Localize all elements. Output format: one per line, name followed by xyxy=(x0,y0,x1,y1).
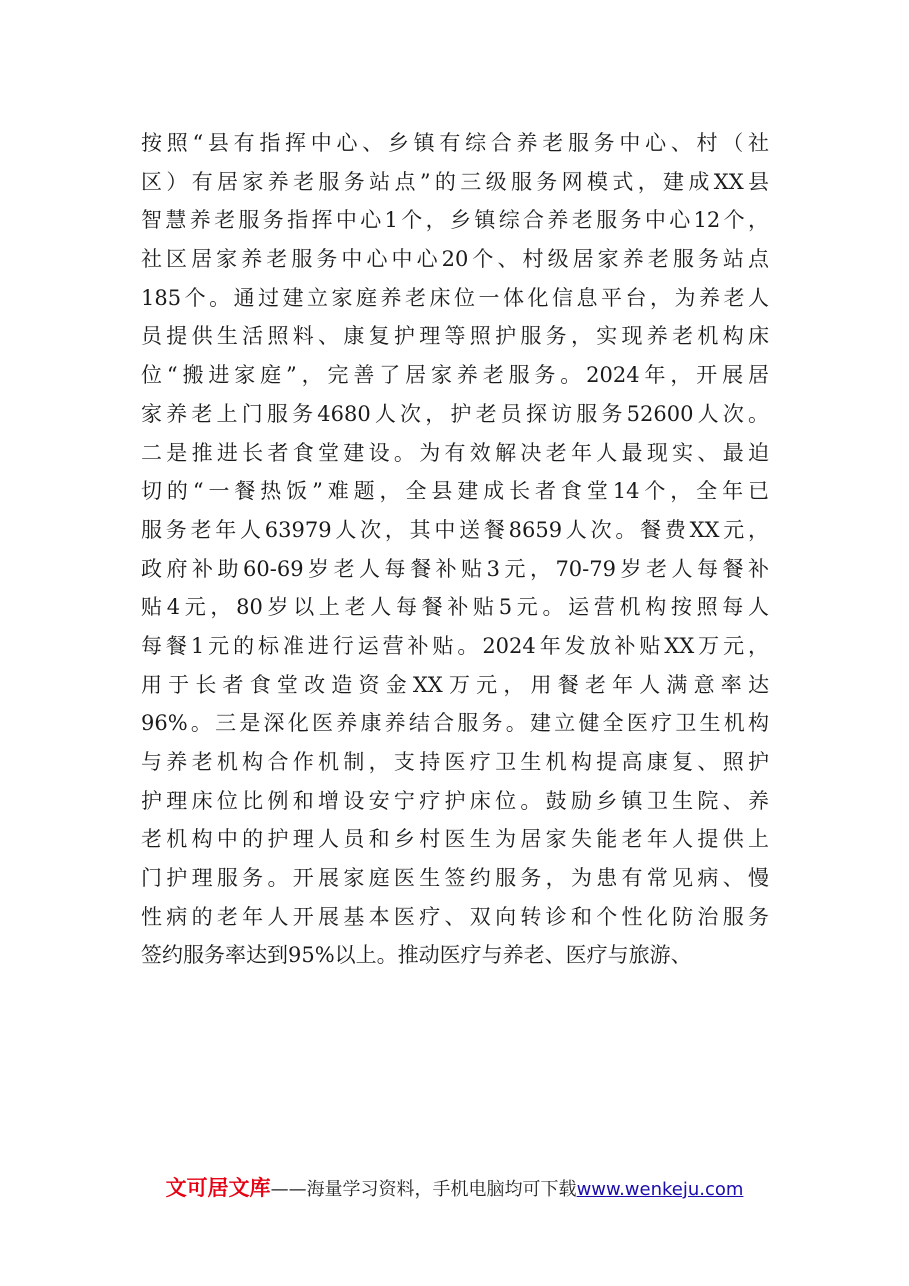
text-line: 每餐1元的标准进行运营补贴。2024年发放补贴XX万元， xyxy=(141,633,769,658)
text-line: 二是推进长者食堂建设。为有效解决老年人最现实、最迫 xyxy=(141,440,769,465)
text-line: 切的“一餐热饭”难题，全县建成长者食堂14个，全年已 xyxy=(141,479,769,504)
text-line: 185个。通过建立家庭养老床位一体化信息平台，为养老人 xyxy=(141,285,769,310)
footer-site-link[interactable]: www.wenkeju.com xyxy=(576,1179,744,1200)
text-line: 智慧养老服务指挥中心1个，乡镇综合养老服务中心12个， xyxy=(141,208,769,233)
footer-slogan: ——海量学习资料，手机电脑均可下载 xyxy=(270,1179,577,1200)
text-line: 签约服务率达到95%以上。推动医疗与养老、医疗与旅游、 xyxy=(141,943,692,968)
text-line: 位“搬进家庭”，完善了居家养老服务。2024年，开展居 xyxy=(141,363,769,388)
text-line: 家养老上门服务4680人次，护老员探访服务52600人次。 xyxy=(141,401,769,426)
text-line: 用于长者食堂改造资金XX万元，用餐老年人满意率达 xyxy=(141,672,769,697)
text-line: 服务老年人63979人次，其中送餐8659人次。餐费XX元， xyxy=(141,517,769,542)
text-line: 护理床位比例和增设安宁疗护床位。鼓励乡镇卫生院、养 xyxy=(141,788,769,813)
body-text xyxy=(141,124,769,975)
text-line: 老机构中的护理人员和乡村医生为居家失能老年人提供上 xyxy=(141,827,769,852)
text-line: 96%。三是深化医养康养结合服务。建立健全医疗卫生机构 xyxy=(141,711,769,736)
text-line: 社区居家养老服务中心中心20个、村级居家养老服务站点 xyxy=(141,247,769,272)
text-line: 贴4元，80岁以上老人每餐补贴5元。运营机构按照每人 xyxy=(141,595,769,620)
text-line: 员提供生活照料、康复护理等照护服务，实现养老机构床 xyxy=(141,324,769,349)
text-line: 区）有居家养老服务站点”的三级服务网模式，建成XX县 xyxy=(141,169,769,194)
text-line: 门护理服务。开展家庭医生签约服务，为患有常见病、慢 xyxy=(141,866,769,891)
text-line: 与养老机构合作机制，支持医疗卫生机构提高康复、照护 xyxy=(141,750,769,774)
footer-brand: 文可居文库 xyxy=(165,1176,271,1200)
page-footer xyxy=(0,1172,909,1202)
text-line: 按照“县有指挥中心、乡镇有综合养老服务中心、村（社 xyxy=(141,131,769,155)
text-line: 性病的老年人开展基本医疗、双向转诊和个性化防治服务 xyxy=(141,904,769,929)
text-line: 政府补助60-69岁老人每餐补贴3元，70-79岁老人每餐补 xyxy=(141,556,769,581)
